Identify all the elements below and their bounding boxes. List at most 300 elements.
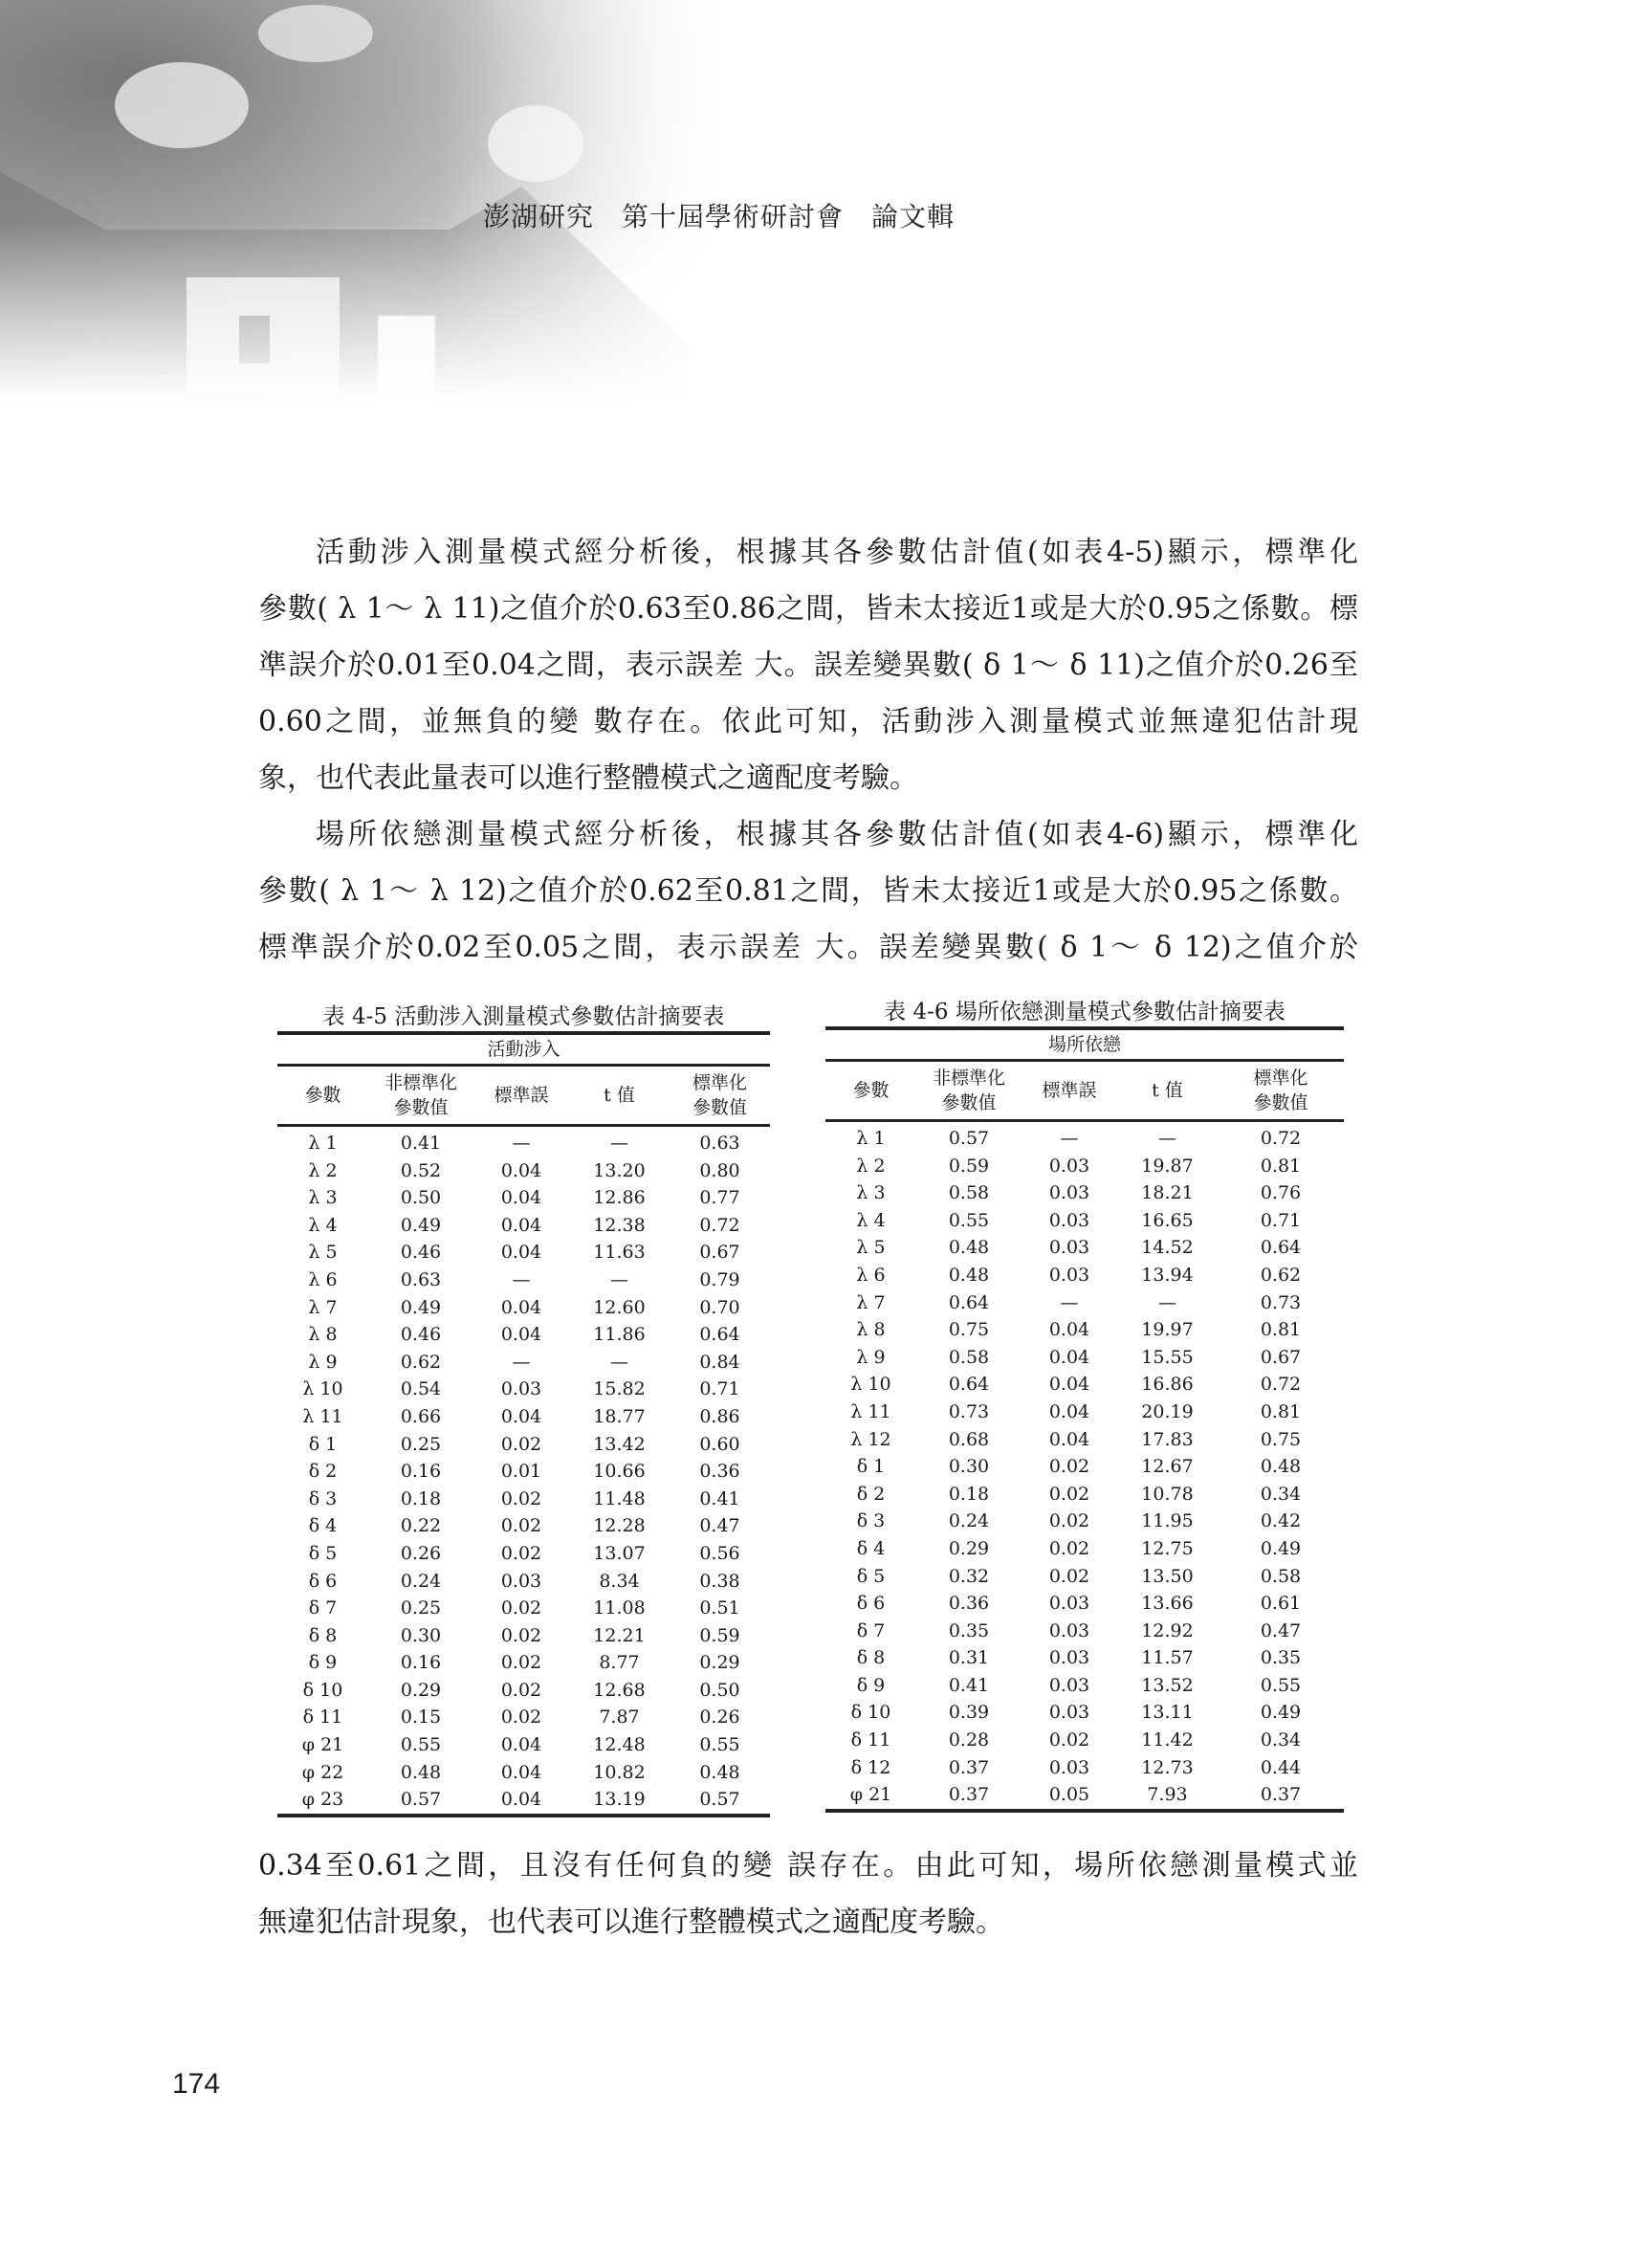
value-cell: 7.93	[1147, 1784, 1188, 1806]
table-row	[277, 1512, 770, 1540]
value-cell: 0.31	[948, 1647, 990, 1669]
table-row	[277, 1568, 770, 1596]
parameter-cell: δ 2	[308, 1461, 338, 1483]
value-cell: 0.72	[1260, 1128, 1302, 1149]
value-cell: —	[610, 1133, 628, 1154]
parameter-cell: λ 9	[856, 1346, 886, 1368]
value-cell: 19.97	[1141, 1319, 1194, 1341]
table-row	[825, 1535, 1344, 1563]
parameter-cell: λ 3	[856, 1182, 886, 1204]
value-cell: 0.37	[948, 1756, 990, 1778]
text-line: 參數( λ 1～ λ 12)之值介於0.62至0.81之間，皆未太接近1或是大於0.95之係數。	[258, 874, 1358, 908]
value-cell: 0.37	[948, 1784, 990, 1806]
value-cell: 0.04	[500, 1761, 542, 1783]
value-cell: 0.01	[500, 1461, 542, 1483]
value-cell: 13.50	[1141, 1565, 1194, 1587]
value-cell: 12.28	[593, 1515, 646, 1537]
table-row	[277, 1349, 770, 1376]
value-cell: 0.63	[699, 1133, 740, 1154]
parameter-cell: δ 1	[856, 1456, 886, 1478]
table-row	[825, 1618, 1344, 1645]
value-cell: 0.49	[400, 1214, 442, 1236]
table-row	[277, 1486, 770, 1513]
table-row	[277, 1157, 770, 1185]
value-cell: 0.41	[400, 1133, 442, 1154]
value-cell: 0.02	[500, 1652, 542, 1674]
value-cell: 0.03	[500, 1570, 542, 1592]
value-cell: 13.42	[593, 1433, 646, 1455]
value-cell: 0.25	[400, 1433, 442, 1455]
value-cell: 0.73	[1260, 1291, 1302, 1313]
table-row	[825, 1699, 1344, 1727]
value-cell: 0.03	[1048, 1647, 1090, 1669]
parameter-cell: λ 10	[302, 1378, 343, 1400]
column-header-line: t 值	[604, 1085, 635, 1106]
value-cell: 11.86	[593, 1324, 646, 1346]
value-cell: 10.78	[1141, 1483, 1194, 1505]
value-cell: 0.04	[500, 1734, 542, 1756]
parameter-cell: δ 6	[308, 1570, 338, 1592]
value-cell: 0.80	[699, 1159, 740, 1181]
column-header	[825, 1078, 916, 1103]
value-cell: 0.03	[1048, 1209, 1090, 1231]
value-cell: 0.05	[1048, 1784, 1090, 1806]
value-cell: 0.71	[699, 1378, 740, 1400]
value-cell: 8.34	[599, 1570, 640, 1592]
table-row	[825, 1426, 1344, 1454]
table-group-header: 活動涉入	[487, 1039, 560, 1060]
value-cell: 0.02	[500, 1433, 542, 1455]
parameter-cell: δ 10	[302, 1679, 343, 1701]
value-cell: 0.30	[948, 1456, 990, 1478]
value-cell: 0.64	[1260, 1237, 1302, 1259]
value-cell: 0.04	[500, 1789, 542, 1811]
value-cell: 0.04	[1048, 1400, 1090, 1422]
value-cell: 0.58	[1260, 1565, 1302, 1587]
value-cell: 0.22	[400, 1515, 442, 1537]
value-cell: 0.54	[400, 1378, 442, 1400]
value-cell: 0.50	[400, 1187, 442, 1209]
value-cell: 0.52	[400, 1159, 442, 1181]
parameter-cell: λ 7	[856, 1291, 886, 1313]
paragraph-place-attachment	[258, 806, 1358, 976]
column-header-line: 標準化	[692, 1072, 747, 1093]
value-cell: 0.75	[1260, 1428, 1302, 1450]
value-cell: 0.04	[1048, 1428, 1090, 1450]
value-cell: 11.95	[1141, 1510, 1194, 1532]
value-cell: 0.03	[1048, 1264, 1090, 1286]
value-cell: 13.94	[1141, 1264, 1194, 1286]
parameter-cell: δ 7	[856, 1619, 886, 1641]
value-cell: 0.73	[948, 1400, 990, 1422]
value-cell: 15.82	[593, 1378, 646, 1400]
value-cell: 20.19	[1141, 1400, 1194, 1422]
value-cell: 0.18	[948, 1483, 990, 1505]
value-cell: 19.87	[1141, 1155, 1194, 1177]
table-row	[825, 1344, 1344, 1372]
value-cell: 0.41	[699, 1487, 740, 1509]
table-body	[825, 1122, 1344, 1809]
value-cell: 0.57	[400, 1789, 442, 1811]
value-cell: 0.04	[500, 1324, 542, 1346]
value-cell: 0.04	[500, 1405, 542, 1427]
text-line: 場所依戀測量模式經分析後，根據其各參數估計值(如表4-6)顯示，標準化	[316, 818, 1358, 851]
value-cell: 0.04	[500, 1242, 542, 1264]
value-cell: 0.51	[699, 1597, 740, 1619]
value-cell: 0.35	[948, 1619, 990, 1641]
value-cell: 0.76	[1260, 1182, 1302, 1204]
value-cell: 15.55	[1141, 1346, 1194, 1368]
value-cell: 0.55	[1260, 1674, 1302, 1696]
value-cell: 13.19	[593, 1789, 646, 1811]
table-row	[825, 1207, 1344, 1235]
value-cell: 0.02	[500, 1597, 542, 1619]
value-cell: 0.64	[948, 1374, 990, 1396]
value-cell: 0.67	[1260, 1346, 1302, 1368]
running-title: 澎湖研究 第十屆學術研討會 論文輯	[483, 201, 956, 232]
value-cell: —	[512, 1133, 531, 1154]
column-header	[670, 1070, 770, 1120]
value-cell: 0.57	[948, 1128, 990, 1149]
value-cell: 13.11	[1141, 1702, 1194, 1724]
text-line: 標準誤介於0.02至0.05之間，表示誤差 大。誤差變異數( δ 1～ δ 12)之值介於	[258, 931, 1358, 964]
value-cell: 0.02	[1048, 1483, 1090, 1505]
value-cell: 0.68	[948, 1428, 990, 1450]
column-header-line: 非標準化	[932, 1068, 1005, 1089]
value-cell: 0.03	[500, 1378, 542, 1400]
value-cell: 0.79	[699, 1268, 740, 1290]
value-cell: 0.24	[948, 1510, 990, 1532]
table-row	[825, 1672, 1344, 1700]
parameter-cell: λ 2	[308, 1159, 338, 1181]
value-cell: 11.57	[1141, 1647, 1194, 1669]
value-cell: 12.68	[593, 1679, 646, 1701]
value-cell: 0.03	[1048, 1674, 1090, 1696]
table-header-row	[825, 1062, 1344, 1119]
parameter-cell: φ 22	[301, 1761, 344, 1783]
value-cell: 0.04	[1048, 1346, 1090, 1368]
value-cell: 12.92	[1141, 1619, 1194, 1641]
value-cell: —	[512, 1351, 531, 1373]
value-cell: 0.02	[500, 1624, 542, 1646]
value-cell: 0.39	[948, 1702, 990, 1724]
value-cell: 0.46	[400, 1324, 442, 1346]
table-group-header: 場所依戀	[1047, 1034, 1121, 1055]
value-cell: 12.48	[593, 1734, 646, 1756]
value-cell: 0.64	[948, 1291, 990, 1313]
table-row	[825, 1179, 1344, 1207]
value-cell: 0.16	[400, 1461, 442, 1483]
parameter-cell: λ 6	[308, 1268, 338, 1290]
parameter-cell: δ 9	[856, 1674, 886, 1696]
column-header	[916, 1066, 1022, 1115]
value-cell: 0.72	[699, 1214, 740, 1236]
parameter-cell: λ 11	[302, 1405, 343, 1427]
value-cell: 0.04	[500, 1214, 542, 1236]
table-bottom-rule	[277, 1814, 770, 1817]
table-row	[825, 1234, 1344, 1262]
value-cell: 0.37	[1260, 1784, 1302, 1806]
table-body	[277, 1127, 770, 1814]
table-row	[277, 1376, 770, 1403]
value-cell: 0.02	[500, 1707, 542, 1729]
value-cell: 0.56	[699, 1542, 740, 1564]
parameter-cell: λ 5	[308, 1242, 338, 1264]
parameter-cell: λ 3	[308, 1187, 338, 1209]
parameter-cell: λ 12	[850, 1428, 891, 1450]
column-header-line: 參數值	[692, 1097, 747, 1118]
value-cell: 0.70	[699, 1296, 740, 1318]
value-cell: 0.48	[699, 1761, 740, 1783]
value-cell: 0.29	[400, 1679, 442, 1701]
value-cell: 12.38	[593, 1214, 646, 1236]
parameter-cell: δ 6	[856, 1593, 886, 1615]
column-header	[368, 1070, 473, 1120]
value-cell: —	[512, 1268, 531, 1290]
table-row	[825, 1289, 1344, 1317]
value-cell: 0.59	[948, 1155, 990, 1177]
column-header-line: 參數值	[393, 1097, 449, 1118]
parameter-cell: λ 7	[308, 1296, 338, 1318]
value-cell: 0.03	[1048, 1756, 1090, 1778]
table-row	[277, 1266, 770, 1294]
value-cell: 12.73	[1141, 1756, 1194, 1778]
parameter-cell: δ 3	[856, 1510, 886, 1532]
parameter-cell: λ 1	[856, 1128, 886, 1149]
value-cell: 0.81	[1260, 1400, 1302, 1422]
value-cell: 0.36	[699, 1461, 740, 1483]
paragraph-activity-involvement	[258, 524, 1358, 806]
value-cell: 0.03	[1048, 1619, 1090, 1641]
value-cell: 0.36	[948, 1593, 990, 1615]
value-cell: 0.59	[699, 1624, 740, 1646]
table-row	[277, 1321, 770, 1349]
parameter-cell: λ 5	[856, 1237, 886, 1259]
column-header-line: 非標準化	[384, 1072, 457, 1093]
value-cell: —	[1060, 1291, 1079, 1313]
column-header-line: 參數	[852, 1080, 890, 1101]
parameter-cell: λ 2	[856, 1155, 886, 1177]
text-line: 0.60之間，並無負的變 數存在。依此可知，活動涉入測量模式並無違犯估計現	[258, 705, 1358, 738]
value-cell: 0.03	[1048, 1182, 1090, 1204]
parameter-cell: δ 10	[850, 1702, 891, 1724]
value-cell: 10.82	[593, 1761, 646, 1783]
value-cell: 0.02	[1048, 1729, 1090, 1751]
table-row	[825, 1371, 1344, 1398]
value-cell: 0.15	[400, 1707, 442, 1729]
value-cell: 0.47	[699, 1515, 740, 1537]
value-cell: 0.04	[1048, 1319, 1090, 1341]
value-cell: 16.65	[1141, 1209, 1194, 1231]
value-cell: 0.63	[400, 1268, 442, 1290]
text-line: 0.34至0.61之間，且沒有任何負的變 誤存在。由此可知，場所依戀測量模式並	[258, 1849, 1358, 1883]
value-cell: 7.87	[599, 1707, 640, 1729]
column-header-line: 參數	[304, 1085, 341, 1106]
value-cell: 0.26	[699, 1707, 740, 1729]
value-cell: 12.21	[593, 1624, 646, 1646]
text-line: 活動涉入測量模式經分析後，根據其各參數估計值(如表4-5)顯示，標準化	[316, 536, 1358, 569]
parameter-cell: δ 9	[308, 1652, 338, 1674]
table-row	[277, 1595, 770, 1622]
parameter-cell: δ 1	[308, 1433, 338, 1455]
value-cell: —	[610, 1351, 628, 1373]
value-cell: 0.35	[1260, 1647, 1302, 1669]
value-cell: 0.03	[1048, 1237, 1090, 1259]
value-cell: —	[1158, 1128, 1176, 1149]
value-cell: 18.21	[1141, 1182, 1194, 1204]
table-row	[825, 1398, 1344, 1426]
value-cell: 0.81	[1260, 1155, 1302, 1177]
parameter-cell: λ 10	[850, 1374, 891, 1396]
value-cell: 0.34	[1260, 1729, 1302, 1751]
parameter-cell: δ 11	[850, 1729, 891, 1751]
value-cell: 0.25	[400, 1597, 442, 1619]
value-cell: 18.77	[593, 1405, 646, 1427]
parameter-cell: λ 8	[308, 1324, 338, 1346]
value-cell: 0.02	[500, 1487, 542, 1509]
parameter-cell: λ 4	[308, 1214, 338, 1236]
value-cell: 0.60	[699, 1433, 740, 1455]
parameter-cell: δ 11	[302, 1707, 343, 1729]
column-header	[569, 1083, 670, 1108]
value-cell: 12.67	[1141, 1456, 1194, 1478]
parameter-cell: φ 23	[301, 1789, 344, 1811]
value-cell: 0.55	[948, 1209, 990, 1231]
value-cell: 0.03	[1048, 1702, 1090, 1724]
value-cell: 0.48	[1260, 1456, 1302, 1478]
value-cell: 0.02	[500, 1515, 542, 1537]
value-cell: 11.48	[593, 1487, 646, 1509]
value-cell: 0.29	[948, 1537, 990, 1559]
value-cell: 13.66	[1141, 1593, 1194, 1615]
value-cell: 0.62	[1260, 1264, 1302, 1286]
value-cell: 0.48	[400, 1761, 442, 1783]
value-cell: 0.04	[500, 1159, 542, 1181]
text-line: 無違犯估計現象，也代表可以進行整體模式之適配度考驗。	[258, 1905, 1004, 1939]
parameter-cell: λ 8	[856, 1319, 886, 1341]
value-cell: 0.48	[948, 1237, 990, 1259]
value-cell: 0.34	[1260, 1483, 1302, 1505]
table-row	[825, 1563, 1344, 1591]
value-cell: 0.58	[948, 1346, 990, 1368]
value-cell: 0.04	[500, 1187, 542, 1209]
value-cell: 0.67	[699, 1242, 740, 1264]
table-row	[277, 1212, 770, 1240]
table-row	[277, 1540, 770, 1568]
table-4-5	[277, 1002, 770, 1817]
value-cell: 0.48	[948, 1264, 990, 1286]
parameter-cell: φ 21	[849, 1784, 892, 1806]
value-cell: 0.72	[1260, 1374, 1302, 1396]
parameter-cell: λ 9	[308, 1351, 338, 1373]
value-cell: 0.41	[948, 1674, 990, 1696]
value-cell: 0.24	[400, 1570, 442, 1592]
parameter-cell: δ 8	[856, 1647, 886, 1669]
value-cell: 0.03	[1048, 1593, 1090, 1615]
value-cell: 0.46	[400, 1242, 442, 1264]
table-row	[825, 1453, 1344, 1481]
table-row	[277, 1239, 770, 1266]
parameter-cell: δ 8	[308, 1624, 338, 1646]
table-bottom-rule	[825, 1809, 1344, 1813]
table-row	[277, 1731, 770, 1759]
value-cell: 0.81	[1260, 1319, 1302, 1341]
table-caption: 表 4-5 活動涉入測量模式參數估計摘要表	[322, 1004, 725, 1029]
value-cell: 12.75	[1141, 1537, 1194, 1559]
parameter-cell: δ 4	[308, 1515, 338, 1537]
table-row	[277, 1759, 770, 1787]
column-header	[1022, 1078, 1117, 1103]
table-row	[277, 1458, 770, 1486]
value-cell: 12.60	[593, 1296, 646, 1318]
parameter-cell: λ 6	[856, 1264, 886, 1286]
value-cell: 11.42	[1141, 1729, 1194, 1751]
value-cell: —	[610, 1268, 628, 1290]
text-line: 準誤介於0.01至0.04之間，表示誤差 大。誤差變異數( δ 1～ δ 11)之值介於0.26至	[258, 649, 1358, 682]
value-cell: 0.61	[1260, 1593, 1302, 1615]
value-cell: 13.20	[593, 1159, 646, 1181]
value-cell: 0.62	[400, 1351, 442, 1373]
table-row	[825, 1262, 1344, 1289]
value-cell: 0.75	[948, 1319, 990, 1341]
value-cell: 0.29	[699, 1652, 740, 1674]
table-row	[825, 1727, 1344, 1754]
paragraph-place-attachment-continued	[258, 1838, 1358, 1950]
value-cell: 0.55	[400, 1734, 442, 1756]
value-cell: 0.49	[400, 1296, 442, 1318]
table-row	[825, 1481, 1344, 1508]
table-row	[825, 1590, 1344, 1618]
value-cell: 0.71	[1260, 1209, 1302, 1231]
table-row	[277, 1130, 770, 1157]
value-cell: 11.08	[593, 1597, 646, 1619]
column-header-line: 參數值	[941, 1092, 997, 1113]
value-cell: 0.30	[400, 1624, 442, 1646]
parameter-cell: δ 2	[856, 1483, 886, 1505]
value-cell: 0.55	[699, 1734, 740, 1756]
value-cell: 0.02	[500, 1679, 542, 1701]
table-caption: 表 4-6 場所依戀測量模式參數估計摘要表	[884, 1000, 1285, 1024]
column-header	[277, 1083, 368, 1108]
table-row	[277, 1622, 770, 1650]
value-cell: 10.66	[593, 1461, 646, 1483]
parameter-cell: λ 4	[856, 1209, 886, 1231]
column-header	[473, 1083, 569, 1108]
table-row	[277, 1677, 770, 1705]
column-header-line: 參數值	[1253, 1092, 1308, 1113]
value-cell: 0.42	[1260, 1510, 1302, 1532]
table-row	[277, 1184, 770, 1212]
value-cell: 0.02	[1048, 1456, 1090, 1478]
table-row	[277, 1649, 770, 1677]
value-cell: 0.49	[1260, 1702, 1302, 1724]
table-row	[825, 1644, 1344, 1672]
value-cell: 13.52	[1141, 1674, 1194, 1696]
value-cell: 11.63	[593, 1242, 646, 1264]
table-row	[277, 1786, 770, 1814]
column-header-line: 標準誤	[1042, 1080, 1097, 1101]
value-cell: 0.02	[1048, 1565, 1090, 1587]
value-cell: 0.02	[1048, 1537, 1090, 1559]
parameter-cell: δ 12	[850, 1756, 891, 1778]
value-cell: 0.02	[1048, 1510, 1090, 1532]
table-row	[277, 1403, 770, 1431]
text-line: 參數( λ 1～ λ 11)之值介於0.63至0.86之間，皆未太接近1或是大於0.95之係數。標	[258, 592, 1358, 626]
value-cell: 0.02	[500, 1542, 542, 1564]
page-number: 174	[172, 2068, 221, 2100]
value-cell: 0.44	[1260, 1756, 1302, 1778]
value-cell: 0.50	[699, 1679, 740, 1701]
